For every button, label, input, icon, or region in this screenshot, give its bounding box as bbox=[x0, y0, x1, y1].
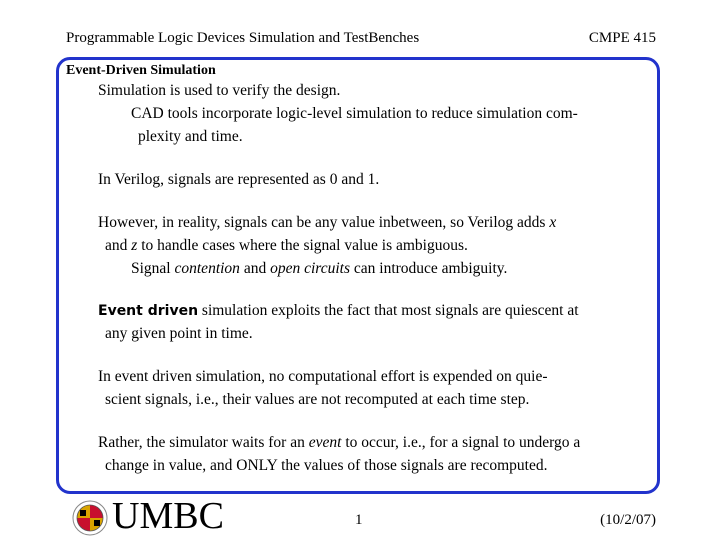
text-run: Signal bbox=[131, 260, 175, 277]
text-run: However, in reality, signals can be any value inbetween, so Verilog adds bbox=[98, 214, 550, 231]
header-course-title: Programmable Logic Devices Simulation and TestBenches bbox=[66, 30, 420, 46]
bullet-verilog-signals: In Verilog, signals are represented as 0 and 1. bbox=[98, 171, 380, 188]
bullet-simulation-verify: Simulation is used to verify the design. bbox=[98, 82, 341, 99]
umbc-seal-icon bbox=[72, 500, 108, 536]
bullet-event-driven bbox=[98, 302, 579, 320]
section-title: Event-Driven Simulation bbox=[66, 63, 216, 78]
italic-open-circuits: open circuits bbox=[270, 260, 350, 277]
header-course-code: CMPE 415 bbox=[588, 30, 656, 46]
bullet-simulator-waits-cont: change in value, and ONLY the values of those signals are recomputed. bbox=[105, 457, 548, 474]
umbc-logo-text: UMBC bbox=[112, 495, 224, 537]
italic-contention: contention bbox=[174, 260, 240, 277]
text-run: and bbox=[105, 237, 132, 254]
text-run: can introduce ambiguity. bbox=[350, 260, 508, 277]
bullet-no-effort: In event driven simulation, no computational effort is expended on quie- bbox=[98, 368, 548, 385]
bullet-reality-values-cont bbox=[105, 237, 468, 255]
text-run: Rather, the simulator waits for an bbox=[98, 434, 309, 451]
text-run: to handle cases where the signal value is ambiguous. bbox=[137, 237, 468, 254]
bold-event-driven: Event driven bbox=[98, 303, 199, 319]
italic-x: x bbox=[549, 214, 557, 231]
sub-bullet-contention bbox=[131, 260, 507, 278]
page-number: 1 bbox=[355, 512, 363, 528]
bullet-event-driven-cont: any given point in time. bbox=[105, 325, 253, 342]
text-run: to occur, i.e., for a signal to undergo a bbox=[341, 434, 581, 451]
sub-bullet-cad-tools-cont: plexity and time. bbox=[138, 128, 243, 145]
sub-bullet-cad-tools: CAD tools incorporate logic-level simulation to reduce simulation com- bbox=[131, 105, 578, 122]
bullet-simulator-waits bbox=[98, 434, 580, 452]
slide-date: (10/2/07) bbox=[600, 512, 656, 528]
bullet-no-effort-cont: scient signals, i.e., their values are not recomputed at each time step. bbox=[105, 391, 530, 408]
text-run: and bbox=[239, 260, 271, 277]
text-run: simulation exploits the fact that most signals are quiescent at bbox=[198, 302, 579, 319]
italic-event: event bbox=[308, 434, 342, 451]
bullet-reality-values bbox=[98, 214, 556, 232]
italic-z: z bbox=[131, 237, 138, 254]
